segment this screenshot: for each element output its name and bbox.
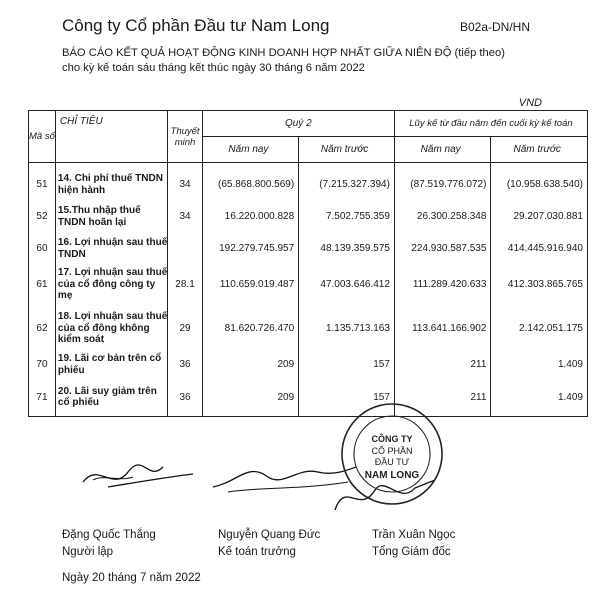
- form-code: B02a-DN/HN: [459, 20, 530, 34]
- report-title-line2: cho kỳ kế toán sáu tháng kết thúc ngày 30 tháng 6 năm 2022: [62, 62, 365, 74]
- row-ytd-prev-year: 1.409: [491, 351, 588, 379]
- row-note: 36: [168, 379, 202, 417]
- table-row: [29, 263, 588, 307]
- row-code: 70: [29, 351, 56, 379]
- row-item: 18. Lợi nhuận sau thuế của cổ đông không kiểm soát: [55, 307, 167, 351]
- row-code: 62: [29, 307, 56, 351]
- row-ytd-prev-year: 412.303.865.765: [491, 263, 588, 307]
- row-q2-prev-year: 47.003.646.412: [299, 263, 395, 307]
- company-seal: [340, 402, 444, 506]
- seal-line3: ĐẦU TƯ: [374, 457, 410, 467]
- row-ytd-this-year: 211: [394, 351, 491, 379]
- row-code: 52: [29, 199, 56, 235]
- header-ytd-prev-year: Năm trước: [491, 137, 588, 163]
- signer-role: Tổng Giám đốc: [372, 546, 451, 558]
- row-ytd-prev-year: 2.142.051.175: [491, 307, 588, 351]
- row-item: 20. Lãi suy giảm trên cổ phiếu: [55, 379, 167, 417]
- row-item: 17. Lợi nhuận sau thuế của cổ đông công ty mẹ: [55, 263, 167, 307]
- row-ytd-this-year: 111.289.420.633: [394, 263, 491, 307]
- income-statement-table: [28, 110, 588, 417]
- row-q2-this-year: 16.220.000.828: [202, 199, 299, 235]
- row-q2-prev-year: 48.139.359.575: [299, 235, 395, 263]
- header-code: Mã số: [29, 111, 56, 163]
- row-code: 51: [29, 163, 56, 199]
- row-note: [168, 235, 202, 263]
- table-row: [29, 307, 588, 351]
- header-q2: Quý 2: [202, 111, 394, 137]
- table-row: [29, 199, 588, 235]
- row-q2-prev-year: 157: [299, 379, 395, 417]
- table-row: [29, 235, 588, 263]
- row-note: 29: [168, 307, 202, 351]
- company-name: Công ty Cổ phần Đầu tư Nam Long: [62, 16, 330, 35]
- row-item: 16. Lợi nhuận sau thuế TNDN: [55, 235, 167, 263]
- row-item: 19. Lãi cơ bản trên cổ phiếu: [55, 351, 167, 379]
- seal-line1: CÔNG TY: [371, 434, 413, 444]
- header-item: CHỈ TIÊU: [55, 111, 167, 163]
- report-title-line1: BÁO CÁO KẾT QUẢ HOẠT ĐỘNG KINH DOANH HỢP NHẤT GIỮA NIÊN ĐỘ (tiếp theo): [62, 47, 505, 59]
- header-q2-prev-year: Năm trước: [299, 137, 395, 163]
- signer-role: Người lập: [62, 546, 114, 558]
- row-ytd-this-year: (87.519.776.072): [394, 163, 491, 199]
- report-title: [62, 46, 505, 76]
- row-q2-prev-year: 7.502.755.359: [299, 199, 395, 235]
- row-q2-prev-year: (7.215.327.394): [299, 163, 395, 199]
- row-ytd-this-year: 224.930.587.535: [394, 235, 491, 263]
- row-ytd-this-year: 113.641.166.902: [394, 307, 491, 351]
- row-q2-prev-year: 1.135.713.163: [299, 307, 395, 351]
- signer-name: Đặng Quốc Thắng: [62, 529, 156, 541]
- header-ytd: Lũy kế từ đầu năm đến cuối kỳ kế toán: [394, 111, 587, 137]
- row-note: 34: [168, 199, 202, 235]
- row-note: 36: [168, 351, 202, 379]
- signer-chief-accountant: [218, 527, 320, 561]
- row-ytd-this-year: 211: [394, 379, 491, 417]
- signer-name: Trần Xuân Ngọc: [372, 529, 456, 541]
- seal-line4: NAM LONG: [364, 470, 420, 481]
- signer-ceo: [372, 527, 455, 561]
- row-ytd-prev-year: (10.958.638.540): [491, 163, 588, 199]
- row-note: 28.1: [168, 263, 202, 307]
- row-q2-this-year: 192.279.745.957: [202, 235, 299, 263]
- row-note: 34: [168, 163, 202, 199]
- table-row: [29, 379, 588, 417]
- currency-unit: VND: [518, 97, 542, 109]
- row-q2-this-year: 110.659.019.487: [202, 263, 299, 307]
- row-ytd-this-year: 26.300.258.348: [394, 199, 491, 235]
- header-ytd-this-year: Năm nay: [394, 137, 491, 163]
- row-ytd-prev-year: 414.445.916.940: [491, 235, 588, 263]
- row-item: 15.Thu nhập thuế TNDN hoãn lại: [55, 199, 167, 235]
- table-row: [29, 351, 588, 379]
- row-ytd-prev-year: 29.207.030.881: [491, 199, 588, 235]
- row-ytd-prev-year: 1.409: [491, 379, 588, 417]
- table-row: [29, 163, 588, 199]
- row-code: 61: [29, 263, 56, 307]
- row-q2-this-year: 209: [202, 351, 299, 379]
- header-note: Thuyết minh: [168, 111, 202, 163]
- row-q2-prev-year: 157: [299, 351, 395, 379]
- signer-preparer: [62, 527, 156, 561]
- row-code: 60: [29, 235, 56, 263]
- row-q2-this-year: (65.868.800.569): [202, 163, 299, 199]
- signature-preparer: [78, 452, 198, 497]
- row-q2-this-year: 209: [202, 379, 299, 417]
- row-code: 71: [29, 379, 56, 417]
- row-q2-this-year: 81.620.726.470: [202, 307, 299, 351]
- signer-name: Nguyễn Quang Đức: [218, 529, 321, 541]
- seal-line2: CỔ PHẦN: [371, 446, 413, 456]
- row-item: 14. Chi phí thuế TNDN hiện hành: [55, 163, 167, 199]
- report-date: Ngày 20 tháng 7 năm 2022: [62, 572, 201, 584]
- header-q2-this-year: Năm nay: [202, 137, 299, 163]
- signer-role: Kế toán trưởng: [218, 546, 296, 558]
